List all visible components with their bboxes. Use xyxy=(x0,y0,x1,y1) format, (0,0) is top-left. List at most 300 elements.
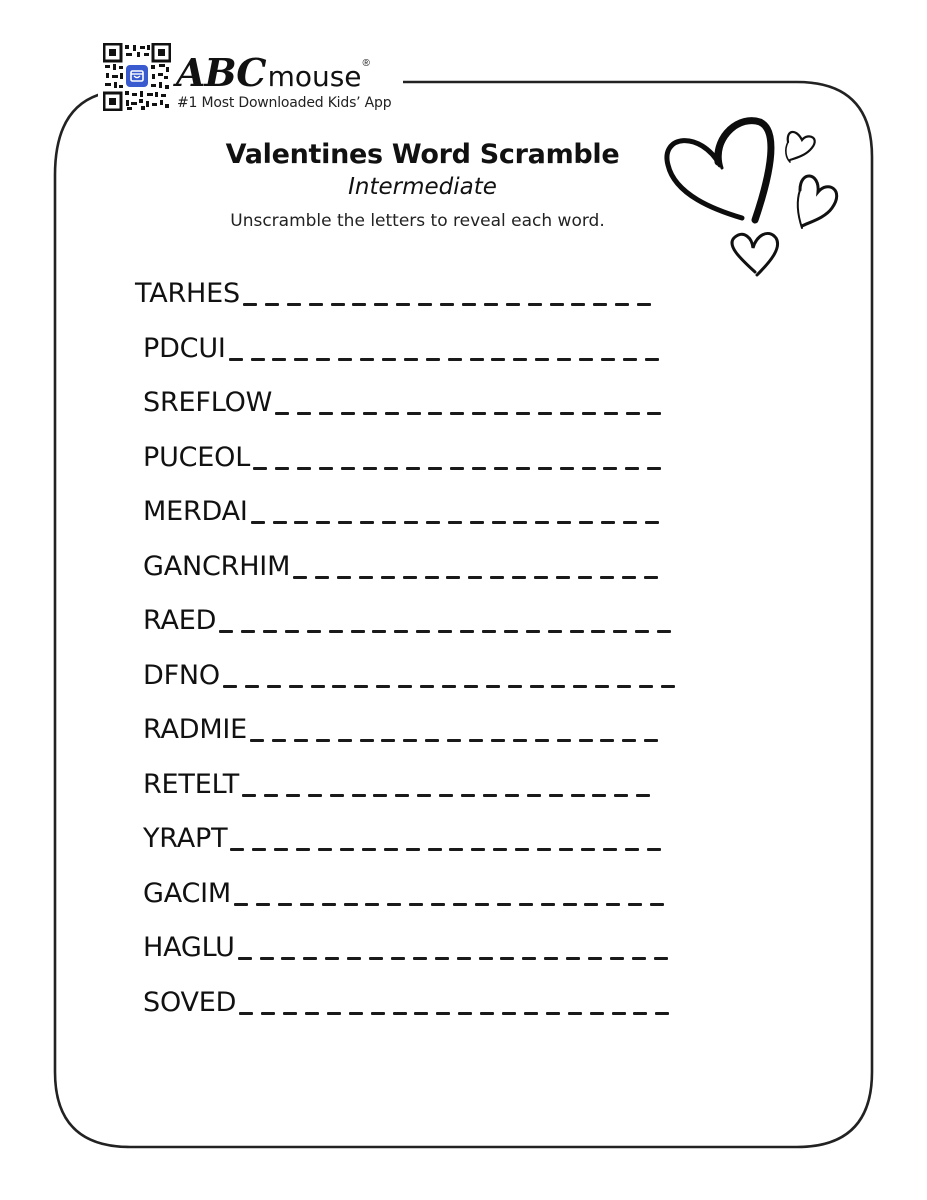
blank-dash xyxy=(647,467,661,470)
blank-dash xyxy=(604,412,618,415)
blank-dash xyxy=(559,848,573,851)
blank-dash xyxy=(600,739,614,742)
scrambled-word: PUCEOL xyxy=(143,442,251,473)
blank-dash xyxy=(592,794,606,797)
blank-dash xyxy=(365,903,379,906)
blank-dash xyxy=(557,358,571,361)
blank-dash xyxy=(322,903,336,906)
blank-dash xyxy=(316,358,330,361)
blank-dash xyxy=(450,467,464,470)
blank-dash xyxy=(513,358,527,361)
blank-dash xyxy=(613,630,627,633)
blank-dash xyxy=(294,739,308,742)
blank-dash xyxy=(550,303,564,306)
blank-dash xyxy=(566,957,580,960)
qr-code-icon[interactable] xyxy=(103,43,171,111)
blank-dash xyxy=(294,521,308,524)
scrambled-word: YRAPT xyxy=(143,823,228,854)
blank-dash xyxy=(450,412,464,415)
blank-dash xyxy=(544,957,558,960)
blank-dash xyxy=(581,848,595,851)
blank-dash xyxy=(300,903,314,906)
blank-dash xyxy=(469,739,483,742)
blank-dash xyxy=(428,848,442,851)
blank-dash xyxy=(330,794,344,797)
blank-dash xyxy=(534,576,548,579)
scrambled-word: RADMIE xyxy=(143,714,248,745)
blank-dash xyxy=(460,630,474,633)
blank-dash xyxy=(347,957,361,960)
blank-dash xyxy=(549,794,563,797)
blank-dash xyxy=(239,1012,253,1015)
blank-dash xyxy=(384,848,398,851)
blank-dash xyxy=(293,576,307,579)
blank-dash xyxy=(360,739,374,742)
blank-dash xyxy=(381,739,395,742)
blank-dash xyxy=(256,903,270,906)
answer-blank[interactable] xyxy=(236,987,674,1019)
blank-dash xyxy=(502,1012,516,1015)
page-title: Valentines Word Scramble xyxy=(225,139,620,170)
word-row xyxy=(143,442,666,474)
blank-dash xyxy=(528,303,542,306)
blank-dash xyxy=(382,358,396,361)
blank-dash xyxy=(645,521,659,524)
answer-blank[interactable] xyxy=(226,333,664,365)
blank-dash xyxy=(425,576,439,579)
blank-dash xyxy=(384,467,398,470)
blank-dash xyxy=(340,848,354,851)
blank-dash xyxy=(311,685,325,688)
blank-dash xyxy=(260,957,274,960)
scrambled-word: DFNO xyxy=(143,660,220,691)
blank-dash xyxy=(614,794,628,797)
blank-dash xyxy=(600,576,614,579)
blank-dash xyxy=(571,303,585,306)
blank-dash xyxy=(309,303,323,306)
blank-dash xyxy=(551,685,565,688)
instructions-text: Unscramble the letters to reveal each word. xyxy=(230,211,605,231)
blank-dash xyxy=(341,467,355,470)
blank-dash xyxy=(448,521,462,524)
blank-dash xyxy=(369,957,383,960)
blank-dash xyxy=(407,412,421,415)
blank-dash xyxy=(504,630,518,633)
blank-dash xyxy=(491,358,505,361)
blank-dash xyxy=(541,903,555,906)
blank-dash xyxy=(579,358,593,361)
blank-dash xyxy=(418,303,432,306)
word-row xyxy=(143,932,673,964)
blank-dash xyxy=(425,739,439,742)
blank-dash xyxy=(435,957,449,960)
blank-dash xyxy=(394,630,408,633)
blank-dash xyxy=(414,1012,428,1015)
hearts-icon xyxy=(660,110,850,290)
word-row xyxy=(143,333,664,365)
blank-dash xyxy=(395,794,409,797)
blank-dash xyxy=(535,739,549,742)
blank-dash xyxy=(318,848,332,851)
blank-dash xyxy=(446,576,460,579)
blank-dash xyxy=(457,957,471,960)
blank-dash xyxy=(359,576,373,579)
blank-dash xyxy=(617,685,631,688)
blank-dash xyxy=(404,521,418,524)
blank-dash xyxy=(416,630,430,633)
blank-dash xyxy=(403,576,417,579)
blank-dash xyxy=(644,576,658,579)
blank-dash xyxy=(431,903,445,906)
blank-dash xyxy=(351,630,365,633)
blank-dash xyxy=(253,467,267,470)
blank-dash xyxy=(230,848,244,851)
blank-dash xyxy=(573,685,587,688)
blank-dash xyxy=(632,957,646,960)
blank-dash xyxy=(250,739,264,742)
blank-dash xyxy=(406,848,420,851)
blank-dash xyxy=(464,685,478,688)
blank-dash xyxy=(654,957,668,960)
blank-dash xyxy=(315,576,329,579)
answer-blank[interactable] xyxy=(235,932,673,964)
blank-dash xyxy=(519,903,533,906)
blank-dash xyxy=(360,521,374,524)
blank-dash xyxy=(344,903,358,906)
blank-dash xyxy=(470,521,484,524)
blank-dash xyxy=(297,412,311,415)
answer-blank[interactable] xyxy=(247,714,663,746)
blank-dash xyxy=(251,521,265,524)
blank-dash xyxy=(273,521,287,524)
logo-abc-text: ABC xyxy=(176,50,266,95)
blank-dash xyxy=(428,467,442,470)
blank-dash xyxy=(265,303,279,306)
blank-dash xyxy=(601,358,615,361)
blank-dash xyxy=(439,794,453,797)
blank-dash xyxy=(363,412,377,415)
blank-dash xyxy=(316,521,330,524)
blank-dash xyxy=(272,358,286,361)
blank-dash xyxy=(287,303,301,306)
registered-mark: ® xyxy=(362,58,370,69)
word-row xyxy=(143,987,674,1019)
blank-dash xyxy=(245,685,259,688)
blank-dash xyxy=(516,467,530,470)
blank-dash xyxy=(538,467,552,470)
blank-dash xyxy=(537,848,551,851)
blank-dash xyxy=(590,1012,604,1015)
blank-dash xyxy=(275,412,289,415)
blank-dash xyxy=(420,685,434,688)
blank-dash xyxy=(635,630,649,633)
blank-dash xyxy=(264,794,278,797)
scrambled-word: TARHES xyxy=(135,278,240,309)
blank-dash xyxy=(440,303,454,306)
blank-dash xyxy=(582,412,596,415)
scrambled-word: SOVED xyxy=(143,987,237,1018)
blank-dash xyxy=(307,630,321,633)
blank-dash xyxy=(655,1012,669,1015)
scrambled-word: RAED xyxy=(143,605,217,636)
answer-blank[interactable] xyxy=(216,605,676,637)
blank-dash xyxy=(436,1012,450,1015)
blank-dash xyxy=(303,957,317,960)
blank-dash xyxy=(251,358,265,361)
word-row xyxy=(143,387,666,419)
blank-dash xyxy=(305,1012,319,1015)
blank-dash xyxy=(563,903,577,906)
blank-dash xyxy=(316,739,330,742)
blank-dash xyxy=(615,303,629,306)
blank-dash xyxy=(582,467,596,470)
blank-dash xyxy=(442,685,456,688)
blank-dash xyxy=(483,794,497,797)
blank-dash xyxy=(337,576,351,579)
blank-dash xyxy=(516,412,530,415)
blank-dash xyxy=(610,957,624,960)
blank-dash xyxy=(661,685,675,688)
blank-dash xyxy=(570,630,584,633)
scrambled-word: RETELT xyxy=(143,769,239,800)
blank-dash xyxy=(376,685,390,688)
blank-dash xyxy=(527,794,541,797)
blank-dash xyxy=(338,358,352,361)
blank-dash xyxy=(633,1012,647,1015)
blank-dash xyxy=(272,739,286,742)
blank-dash xyxy=(263,630,277,633)
blank-dash xyxy=(462,303,476,306)
blank-dash xyxy=(243,303,257,306)
blank-dash xyxy=(238,957,252,960)
blank-dash xyxy=(391,957,405,960)
blank-dash xyxy=(382,521,396,524)
blank-dash xyxy=(636,794,650,797)
answer-blank[interactable] xyxy=(290,551,662,583)
logo-mouse-text: mouse xyxy=(267,60,362,93)
blank-dash xyxy=(637,303,651,306)
blank-dash xyxy=(623,521,637,524)
blank-dash xyxy=(571,794,585,797)
blank-dash xyxy=(453,903,467,906)
blank-dash xyxy=(286,794,300,797)
scrambled-word: GACIM xyxy=(143,878,232,909)
blank-dash xyxy=(398,685,412,688)
blank-dash xyxy=(448,358,462,361)
blank-dash xyxy=(593,303,607,306)
blank-dash xyxy=(319,412,333,415)
word-row xyxy=(143,660,680,692)
blank-dash xyxy=(606,903,620,906)
blank-dash xyxy=(506,303,520,306)
blank-dash xyxy=(242,794,256,797)
blank-dash xyxy=(341,412,355,415)
blank-dash xyxy=(381,576,395,579)
blank-dash xyxy=(372,630,386,633)
blank-dash xyxy=(329,630,343,633)
blank-dash xyxy=(363,467,377,470)
blank-dash xyxy=(657,630,671,633)
blank-dash xyxy=(468,576,482,579)
blank-dash xyxy=(331,303,345,306)
blank-dash xyxy=(538,412,552,415)
blank-dash xyxy=(472,412,486,415)
logo-tagline: #1 Most Downloaded Kids’ App xyxy=(177,95,392,111)
blank-dash xyxy=(557,521,571,524)
answer-blank[interactable] xyxy=(250,442,666,474)
blank-dash xyxy=(229,358,243,361)
blank-dash xyxy=(352,794,366,797)
scrambled-word: GANCRHIM xyxy=(143,551,291,582)
blank-dash xyxy=(447,739,461,742)
blank-dash xyxy=(362,848,376,851)
blank-dash xyxy=(508,685,522,688)
blank-dash xyxy=(625,848,639,851)
blank-dash xyxy=(486,685,500,688)
blank-dash xyxy=(579,521,593,524)
blank-dash xyxy=(601,521,615,524)
answer-blank[interactable] xyxy=(239,769,655,801)
blank-dash xyxy=(417,794,431,797)
blank-dash xyxy=(480,1012,494,1015)
blank-dash xyxy=(628,903,642,906)
blank-dash xyxy=(588,957,602,960)
blank-dash xyxy=(475,903,489,906)
blank-dash xyxy=(647,848,661,851)
blank-dash xyxy=(387,903,401,906)
blank-dash xyxy=(413,957,427,960)
word-row xyxy=(135,278,656,310)
word-row xyxy=(143,496,664,528)
blank-dash xyxy=(325,957,339,960)
blank-dash xyxy=(371,1012,385,1015)
blank-dash xyxy=(578,576,592,579)
blank-dash xyxy=(285,630,299,633)
abcmouse-logo[interactable] xyxy=(176,52,370,94)
blank-dash xyxy=(626,412,640,415)
blank-dash xyxy=(458,1012,472,1015)
blank-dash xyxy=(219,630,233,633)
blank-dash xyxy=(603,848,617,851)
blank-dash xyxy=(535,521,549,524)
blank-dash xyxy=(261,1012,275,1015)
blank-dash xyxy=(482,630,496,633)
blank-dash xyxy=(522,957,536,960)
blank-dash xyxy=(426,358,440,361)
blank-dash xyxy=(327,1012,341,1015)
blank-dash xyxy=(404,358,418,361)
word-row xyxy=(143,551,662,583)
blank-dash xyxy=(297,467,311,470)
blank-dash xyxy=(622,739,636,742)
answer-blank[interactable] xyxy=(272,387,666,419)
answer-blank[interactable] xyxy=(240,278,656,310)
blank-dash xyxy=(373,794,387,797)
blank-dash xyxy=(274,848,288,851)
blank-dash xyxy=(560,412,574,415)
answer-blank[interactable] xyxy=(227,823,665,855)
word-row xyxy=(143,823,665,855)
blank-dash xyxy=(241,630,255,633)
scrambled-word: SREFLOW xyxy=(143,387,273,418)
blank-dash xyxy=(639,685,653,688)
blank-dash xyxy=(560,467,574,470)
blank-dash xyxy=(492,521,506,524)
blank-dash xyxy=(546,1012,560,1015)
blank-dash xyxy=(612,1012,626,1015)
blank-dash xyxy=(332,685,346,688)
blank-dash xyxy=(526,630,540,633)
answer-blank[interactable] xyxy=(220,660,680,692)
answer-blank[interactable] xyxy=(248,496,664,528)
blank-dash xyxy=(267,685,281,688)
word-row xyxy=(143,878,669,910)
blank-dash xyxy=(494,412,508,415)
blank-dash xyxy=(296,848,310,851)
blank-dash xyxy=(515,848,529,851)
blank-dash xyxy=(283,1012,297,1015)
blank-dash xyxy=(275,467,289,470)
blank-dash xyxy=(319,467,333,470)
blank-dash xyxy=(556,576,570,579)
blank-dash xyxy=(644,739,658,742)
blank-dash xyxy=(497,903,511,906)
blank-dash xyxy=(234,903,248,906)
blank-dash xyxy=(493,848,507,851)
blank-dash xyxy=(294,358,308,361)
blank-dash xyxy=(645,358,659,361)
blank-dash xyxy=(289,685,303,688)
answer-blank[interactable] xyxy=(231,878,669,910)
blank-dash xyxy=(349,1012,363,1015)
difficulty-level: Intermediate xyxy=(348,174,497,200)
blank-dash xyxy=(591,630,605,633)
blank-dash xyxy=(535,358,549,361)
blank-dash xyxy=(512,576,526,579)
blank-dash xyxy=(396,303,410,306)
blank-dash xyxy=(308,794,322,797)
blank-dash xyxy=(548,630,562,633)
scrambled-word: PDCUI xyxy=(143,333,226,364)
blank-dash xyxy=(595,685,609,688)
scrambled-word: MERDAI xyxy=(143,496,248,527)
blank-dash xyxy=(354,685,368,688)
blank-dash xyxy=(513,521,527,524)
blank-dash xyxy=(281,957,295,960)
blank-dash xyxy=(428,412,442,415)
blank-dash xyxy=(385,412,399,415)
blank-dash xyxy=(579,739,593,742)
blank-dash xyxy=(557,739,571,742)
blank-dash xyxy=(530,685,544,688)
blank-dash xyxy=(490,576,504,579)
blank-dash xyxy=(479,957,493,960)
blank-dash xyxy=(584,903,598,906)
blank-dash xyxy=(471,848,485,851)
blank-dash xyxy=(438,630,452,633)
blank-dash xyxy=(352,303,366,306)
blank-dash xyxy=(472,467,486,470)
blank-dash xyxy=(625,467,639,470)
scrambled-word: HAGLU xyxy=(143,932,235,963)
blank-dash xyxy=(461,794,475,797)
blank-dash xyxy=(278,903,292,906)
blank-dash xyxy=(650,903,664,906)
blank-dash xyxy=(505,794,519,797)
blank-dash xyxy=(374,303,388,306)
blank-dash xyxy=(494,467,508,470)
blank-dash xyxy=(623,358,637,361)
